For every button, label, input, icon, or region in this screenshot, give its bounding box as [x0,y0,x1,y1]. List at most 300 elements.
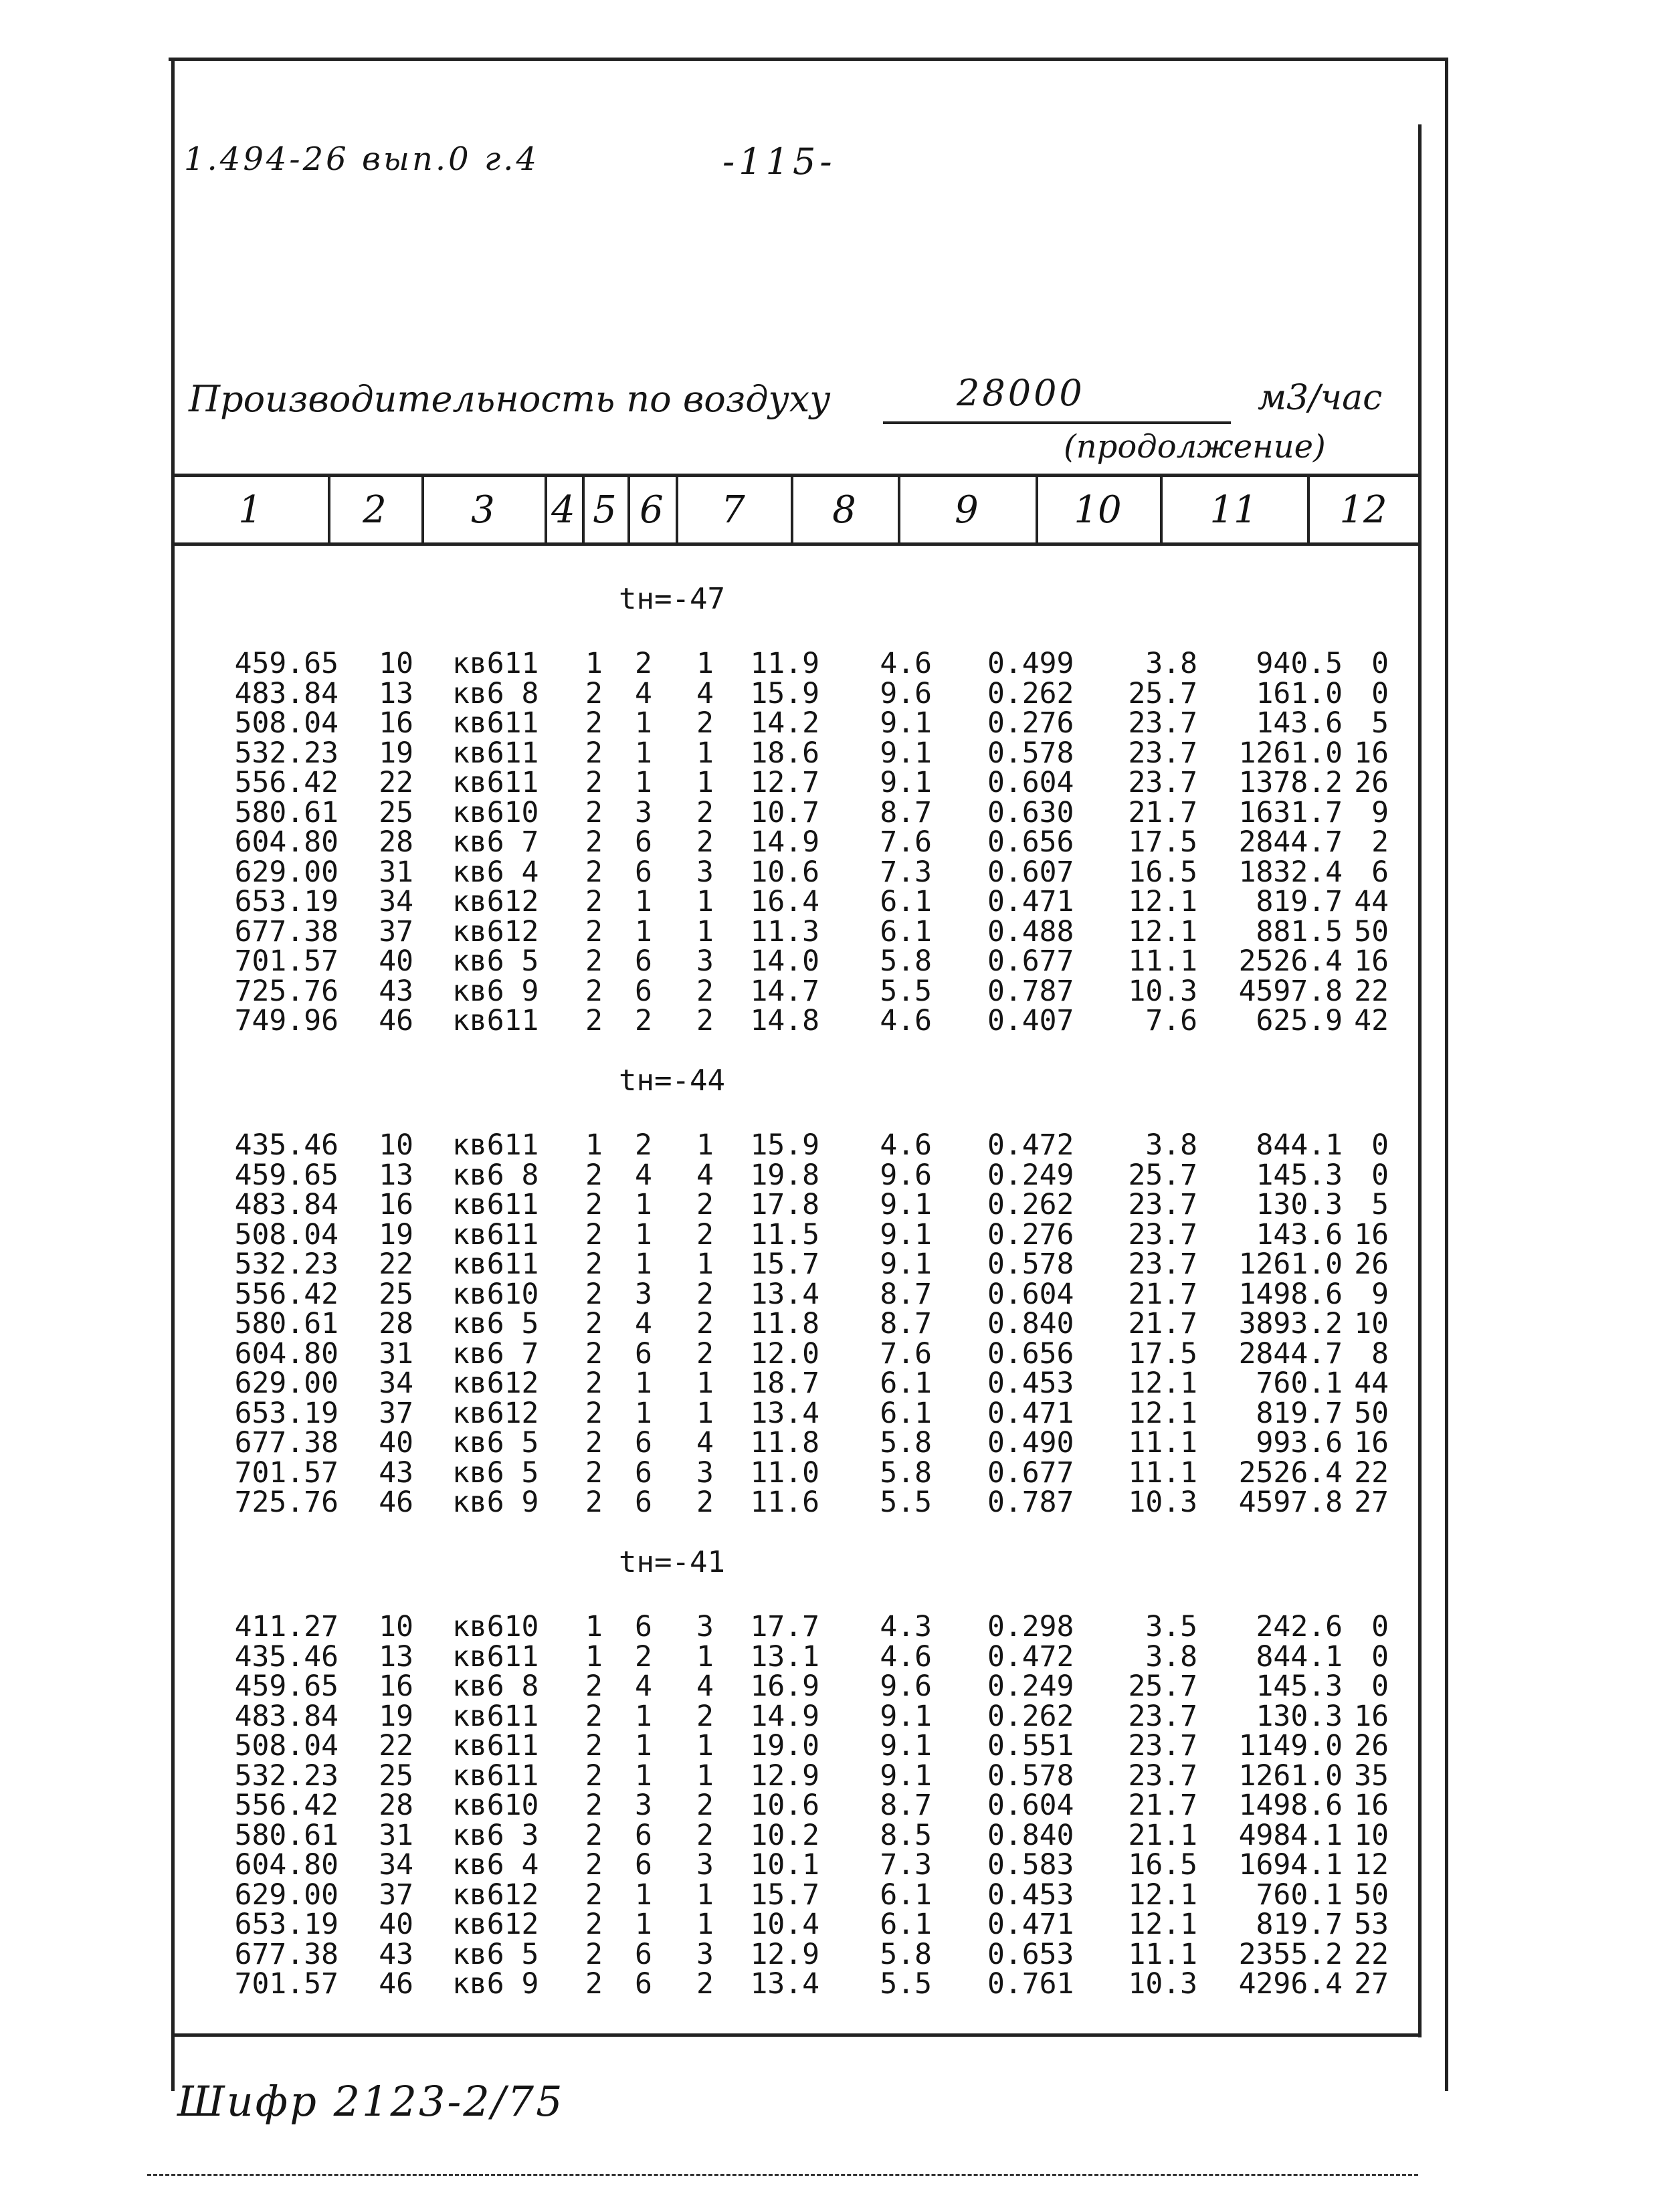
table-row [0,1880,1659,1910]
table-cell-col2: 28 [379,1789,413,1822]
table-cell-col9: 0.677 [987,944,1074,978]
column-header-8: 8 [791,477,900,542]
table-cell-col12: 16 [1354,1426,1389,1460]
air-capacity-unit: м3/час [1258,378,1383,418]
table-cell-col9: 0.262 [987,1188,1074,1221]
table-cell-col9: 0.630 [987,795,1074,829]
table-cell-col1: 653.19 [234,1908,338,1941]
table-cell-col6: 2 [696,974,714,1008]
table-cell-col12: 0 [1371,1158,1389,1192]
table-cell-col11: 145.3 [1256,1670,1343,1703]
table-cell-col7: 12.0 [750,1336,819,1371]
table-cell-col1: 653.19 [234,1396,338,1430]
table-cell-col8: 6.1 [880,1367,932,1400]
table-cell-col7: 15.9 [750,676,819,710]
table-cell-col4: 1 [585,647,603,680]
table-cell-col4: 2 [585,1878,603,1912]
table-cell-col12: 26 [1354,1729,1389,1763]
column-header-5: 5 [582,477,630,542]
table-cell-col12: 0 [1371,1639,1389,1674]
table-cell-col11: 1498.6 [1238,1277,1343,1311]
table-cell-col12: 9 [1371,795,1389,829]
table-cell-col10: 12.1 [1128,885,1197,918]
table-cell-col1: 459.65 [234,647,338,680]
table-cell-col7: 14.2 [750,706,819,740]
table-cell-col6: 1 [696,1639,714,1674]
air-capacity-caption: Производительность по воздуху [189,378,831,420]
table-cell-col2: 10 [379,1128,413,1162]
table-cell-col6: 2 [696,1818,714,1852]
table-cell-col6: 2 [696,1336,714,1371]
table-cell-col2: 34 [379,885,413,918]
table-cell-col10: 10.3 [1128,974,1197,1008]
table-cell-col4: 2 [585,1004,603,1037]
table-cell-col2: 31 [379,1818,413,1852]
table-cell-col11: 130.3 [1256,1699,1343,1733]
table-cell-col8: 6.1 [880,1396,932,1430]
table-cell-col3: кв6 5 [452,1426,539,1460]
table-cell-col11: 760.1 [1256,1878,1343,1912]
air-capacity-underline [883,421,1231,424]
table-cell-col7: 17.7 [750,1610,819,1643]
table-cell-col6: 1 [696,1128,714,1162]
table-cell-col3: кв611 [452,1188,539,1221]
table-cell-col5: 1 [635,1908,652,1941]
table-cell-col8: 5.5 [880,1486,932,1519]
table-cell-col1: 556.42 [234,1789,338,1822]
table-cell-col3: кв612 [452,1367,539,1400]
table-cell-col2: 13 [379,1639,413,1674]
section-label: tн=-47 [619,582,725,616]
table-cell-col2: 40 [379,1426,413,1460]
table-cell-col12: 16 [1354,944,1389,978]
table-cell-col11: 143.6 [1256,1217,1343,1251]
table-cell-col10: 21.1 [1128,1818,1197,1852]
table-cell-col9: 0.578 [987,1247,1074,1281]
table-cell-col1: 653.19 [234,885,338,918]
table-cell-col6: 4 [696,1158,714,1192]
table-cell-col10: 21.7 [1128,1789,1197,1822]
table-cell-col1: 532.23 [234,736,338,770]
table-cell-col8: 8.7 [880,1277,932,1311]
table-cell-col12: 50 [1354,1396,1389,1430]
table-cell-col3: кв610 [452,795,539,829]
table-cell-col7: 10.6 [750,1789,819,1822]
table-cell-col7: 12.9 [750,1758,819,1793]
table-cell-col7: 15.7 [750,1878,819,1912]
table-cell-col3: кв611 [452,1729,539,1763]
table-row [0,1758,1659,1793]
table-cell-col6: 1 [696,1878,714,1912]
table-cell-col8: 4.6 [880,647,932,680]
table-cell-col12: 22 [1354,1937,1389,1971]
table-row [0,1818,1659,1852]
table-cell-col9: 0.471 [987,1908,1074,1941]
table-cell-col6: 1 [696,914,714,948]
table-row [0,855,1659,889]
table-cell-col2: 37 [379,914,413,948]
table-cell-col1: 580.61 [234,1307,338,1340]
table-cell-col1: 629.00 [234,1878,338,1912]
table-cell-col10: 3.8 [1145,647,1197,680]
table-cell-col4: 2 [585,944,603,978]
table-cell-col1: 629.00 [234,855,338,889]
table-cell-col2: 28 [379,825,413,859]
table-cell-col3: кв611 [452,1699,539,1733]
table-cell-col2: 31 [379,1336,413,1371]
table-cell-col10: 12.1 [1128,1367,1197,1400]
table-cell-col2: 28 [379,1307,413,1340]
table-row [0,1396,1659,1430]
table-cell-col3: кв6 8 [452,676,539,710]
table-cell-col2: 43 [379,1937,413,1971]
inner-bottom-border [173,2033,1420,2037]
table-cell-col3: кв6 4 [452,1848,539,1882]
table-cell-col2: 37 [379,1878,413,1912]
table-cell-col1: 435.46 [234,1128,338,1162]
table-cell-col12: 53 [1354,1908,1389,1941]
table-cell-col11: 844.1 [1256,1128,1343,1162]
table-row [0,1158,1659,1192]
table-cell-col9: 0.761 [987,1967,1074,2001]
table-cell-col11: 1261.0 [1238,1247,1343,1281]
table-cell-col8: 8.7 [880,1789,932,1822]
table-row [0,708,1659,738]
table-cell-col2: 25 [379,1277,413,1311]
table-cell-col1: 459.65 [234,1158,338,1192]
table-cell-col5: 1 [635,1367,652,1400]
table-cell-col12: 5 [1371,1188,1389,1221]
table-cell-col9: 0.653 [987,1937,1074,1971]
table-cell-col3: кв6 8 [452,1158,539,1192]
table-cell-col7: 16.4 [750,885,819,918]
table-cell-col10: 21.7 [1128,795,1197,829]
table-cell-col2: 22 [379,1729,413,1763]
table-cell-col11: 242.6 [1256,1610,1343,1643]
table-cell-col4: 2 [585,736,603,770]
table-cell-col2: 46 [379,1004,413,1037]
table-cell-col8: 9.6 [880,676,932,710]
table-row [0,1850,1659,1880]
table-cell-col6: 1 [696,1908,714,1941]
table-cell-col1: 435.46 [234,1639,338,1674]
table-cell-col2: 37 [379,1396,413,1430]
table-row [0,1639,1659,1674]
table-cell-col4: 2 [585,914,603,948]
table-cell-col3: кв611 [452,706,539,740]
table-cell-col5: 2 [635,1639,652,1674]
table-cell-col10: 23.7 [1128,736,1197,770]
table-cell-col1: 629.00 [234,1367,338,1400]
table-cell-col5: 6 [635,1455,652,1490]
table-cell-col10: 23.7 [1128,766,1197,799]
table-cell-col10: 17.5 [1128,825,1197,859]
table-cell-col7: 13.1 [750,1639,819,1674]
table-cell-col5: 6 [635,855,652,889]
table-cell-col2: 34 [379,1367,413,1400]
table-cell-col8: 4.6 [880,1004,932,1037]
table-cell-col6: 1 [696,885,714,918]
table-cell-col9: 0.551 [987,1729,1074,1763]
table-cell-col9: 0.262 [987,676,1074,710]
table-cell-col1: 532.23 [234,1247,338,1281]
table-cell-col11: 993.6 [1256,1426,1343,1460]
table-cell-col11: 161.0 [1256,676,1343,710]
table-cell-col11: 844.1 [1256,1639,1343,1674]
table-cell-col3: кв6 5 [452,1455,539,1490]
table-cell-col2: 13 [379,1158,413,1192]
table-cell-col1: 483.84 [234,1699,338,1733]
table-cell-col3: кв611 [452,1004,539,1037]
table-cell-col5: 3 [635,795,652,829]
table-cell-col1: 701.57 [234,1455,338,1490]
table-cell-col5: 1 [635,1878,652,1912]
table-cell-col2: 13 [379,676,413,710]
table-cell-col10: 3.8 [1145,1639,1197,1674]
table-cell-col9: 0.656 [987,825,1074,859]
table-cell-col6: 3 [696,1610,714,1643]
table-row [0,1277,1659,1311]
table-cell-col7: 10.1 [750,1848,819,1882]
table-cell-col7: 10.6 [750,855,819,889]
table-cell-col5: 4 [635,1158,652,1192]
table-cell-col5: 1 [635,766,652,799]
table-cell-col3: кв6 4 [452,855,539,889]
table-cell-col10: 11.1 [1128,1937,1197,1971]
table-cell-col1: 483.84 [234,676,338,710]
table-cell-col10: 25.7 [1128,1670,1197,1703]
table-cell-col8: 5.5 [880,1967,932,2001]
table-cell-col6: 1 [696,647,714,680]
table-cell-col8: 5.8 [880,1455,932,1490]
table-cell-col1: 556.42 [234,1277,338,1311]
table-cell-col5: 6 [635,1937,652,1971]
table-cell-col11: 2355.2 [1238,1937,1343,1971]
table-cell-col10: 11.1 [1128,1455,1197,1490]
table-row [0,1699,1659,1733]
table-cell-col12: 44 [1354,1367,1389,1400]
table-cell-col6: 4 [696,1670,714,1703]
table-row [0,1369,1659,1398]
table-cell-col11: 4984.1 [1238,1818,1343,1852]
table-cell-col2: 10 [379,1610,413,1643]
table-cell-col9: 0.499 [987,647,1074,680]
table-cell-col12: 0 [1371,676,1389,710]
table-cell-col6: 1 [696,1247,714,1281]
table-cell-col5: 6 [635,825,652,859]
table-row [0,1612,1659,1641]
table-cell-col9: 0.583 [987,1848,1074,1882]
table-row [0,1910,1659,1939]
table-cell-col5: 6 [635,1336,652,1371]
table-cell-col5: 6 [635,1426,652,1460]
table-cell-col8: 9.1 [880,1188,932,1221]
table-cell-col3: кв610 [452,1789,539,1822]
table-cell-col5: 3 [635,1789,652,1822]
page-number: -115- [722,140,836,183]
table-cell-col10: 23.7 [1128,1247,1197,1281]
table-row [0,1791,1659,1820]
table-cell-col2: 43 [379,1455,413,1490]
table-cell-col11: 1261.0 [1238,736,1343,770]
table-row [0,974,1659,1008]
table-cell-col4: 2 [585,1670,603,1703]
table-cell-col7: 14.9 [750,825,819,859]
table-cell-col9: 0.276 [987,1217,1074,1251]
table-cell-col9: 0.453 [987,1878,1074,1912]
table-row [0,768,1659,797]
table-cell-col4: 2 [585,1307,603,1340]
table-cell-col2: 40 [379,944,413,978]
table-cell-col4: 2 [585,766,603,799]
table-cell-col4: 2 [585,1789,603,1822]
table-cell-col7: 14.8 [750,1004,819,1037]
table-cell-col3: кв6 7 [452,1336,539,1371]
table-cell-col6: 2 [696,1277,714,1311]
table-cell-col1: 604.80 [234,1848,338,1882]
table-cell-col12: 6 [1371,855,1389,889]
table-cell-col6: 2 [696,1967,714,2001]
table-cell-col3: кв6 7 [452,825,539,859]
table-cell-col9: 0.249 [987,1670,1074,1703]
table-cell-col10: 12.1 [1128,1396,1197,1430]
table-cell-col1: 580.61 [234,795,338,829]
table-cell-col6: 2 [696,1699,714,1733]
table-cell-col4: 2 [585,1426,603,1460]
table-cell-col7: 13.4 [750,1277,819,1311]
cipher-stamp: Шифр 2123-2/75 [177,2077,565,2126]
table-cell-col9: 0.490 [987,1426,1074,1460]
column-header-12: 12 [1339,488,1387,532]
table-cell-col8: 9.1 [880,1729,932,1763]
table-cell-col4: 1 [585,1639,603,1674]
table-cell-col11: 1631.7 [1238,795,1343,829]
table-cell-col7: 19.0 [750,1729,819,1763]
table-cell-col12: 22 [1354,974,1389,1008]
table-cell-col3: кв6 5 [452,1307,539,1340]
table-cell-col5: 1 [635,1699,652,1733]
table-cell-col7: 11.9 [750,647,819,680]
table-cell-col11: 3893.2 [1238,1307,1343,1340]
table-cell-col3: кв6 3 [452,1818,539,1852]
table-row [0,1006,1659,1035]
table-cell-col4: 2 [585,1908,603,1941]
table-cell-col6: 2 [696,825,714,859]
table-cell-col10: 23.7 [1128,1188,1197,1221]
table-cell-col4: 2 [585,1247,603,1281]
table-cell-col8: 8.7 [880,795,932,829]
table-cell-col10: 23.7 [1128,706,1197,740]
table-cell-col10: 11.1 [1128,944,1197,978]
table-row [0,1731,1659,1761]
table-cell-col12: 0 [1371,647,1389,680]
table-cell-col5: 6 [635,1486,652,1519]
table-cell-col4: 2 [585,1396,603,1430]
table-cell-col9: 0.276 [987,706,1074,740]
table-cell-col3: кв611 [452,1128,539,1162]
table-cell-col5: 1 [635,914,652,948]
table-cell-col1: 580.61 [234,1818,338,1852]
table-cell-col3: кв612 [452,1878,539,1912]
table-cell-col7: 13.4 [750,1396,819,1430]
table-cell-col9: 0.656 [987,1336,1074,1371]
table-cell-col5: 1 [635,1247,652,1281]
table-cell-col8: 9.1 [880,766,932,799]
table-cell-col5: 1 [635,885,652,918]
table-cell-col4: 1 [585,1610,603,1643]
column-header-2: 2 [328,477,424,542]
table-cell-col4: 2 [585,1217,603,1251]
table-cell-col12: 12 [1354,1848,1389,1882]
table-cell-col12: 22 [1354,1455,1389,1490]
table-cell-col12: 16 [1354,1699,1389,1733]
table-column-header-row [173,474,1420,546]
table-cell-col9: 0.407 [987,1004,1074,1037]
table-cell-col10: 12.1 [1128,1878,1197,1912]
continued-note: (продолжение) [1064,428,1326,466]
table-cell-col10: 11.1 [1128,1426,1197,1460]
table-cell-col8: 5.8 [880,944,932,978]
table-cell-col12: 0 [1371,1128,1389,1162]
table-cell-col3: кв612 [452,1396,539,1430]
column-header-7: 7 [676,477,793,542]
table-cell-col1: 677.38 [234,1937,338,1971]
table-cell-col11: 2526.4 [1238,1455,1343,1490]
table-cell-col6: 4 [696,1426,714,1460]
table-row [0,887,1659,916]
table-cell-col11: 881.5 [1256,914,1343,948]
column-header-1: 1 [173,477,330,542]
table-cell-col8: 4.6 [880,1639,932,1674]
table-cell-col9: 0.472 [987,1128,1074,1162]
table-cell-col8: 6.1 [880,1908,932,1941]
table-cell-col10: 17.5 [1128,1336,1197,1371]
table-cell-col12: 27 [1354,1486,1389,1519]
table-cell-col12: 26 [1354,1247,1389,1281]
table-cell-col4: 2 [585,1188,603,1221]
table-cell-col10: 16.5 [1128,1848,1197,1882]
table-row [0,1217,1659,1251]
table-cell-col8: 7.6 [880,1336,932,1371]
table-cell-col6: 2 [696,795,714,829]
column-header-6: 6 [627,477,678,542]
table-cell-col10: 23.7 [1128,1758,1197,1793]
table-row [0,1426,1659,1460]
table-cell-col11: 1261.0 [1238,1758,1343,1793]
table-cell-col8: 9.1 [880,706,932,740]
table-cell-col12: 50 [1354,1878,1389,1912]
table-cell-col6: 1 [696,1758,714,1793]
table-cell-col4: 2 [585,1277,603,1311]
table-cell-col4: 2 [585,1367,603,1400]
table-cell-col10: 23.7 [1128,1217,1197,1251]
table-cell-col3: кв611 [452,1247,539,1281]
table-cell-col8: 7.3 [880,855,932,889]
table-cell-col9: 0.578 [987,1758,1074,1793]
table-cell-col3: кв612 [452,1908,539,1941]
table-cell-col4: 2 [585,676,603,710]
table-cell-col12: 35 [1354,1758,1389,1793]
table-cell-col7: 11.5 [750,1217,819,1251]
table-cell-col4: 2 [585,1336,603,1371]
table-cell-col9: 0.472 [987,1639,1074,1674]
table-row [0,1969,1659,1999]
table-cell-col12: 10 [1354,1307,1389,1340]
table-cell-col9: 0.677 [987,1455,1074,1490]
table-cell-col8: 5.8 [880,1937,932,1971]
table-cell-col7: 10.2 [750,1818,819,1852]
table-cell-col9: 0.488 [987,914,1074,948]
